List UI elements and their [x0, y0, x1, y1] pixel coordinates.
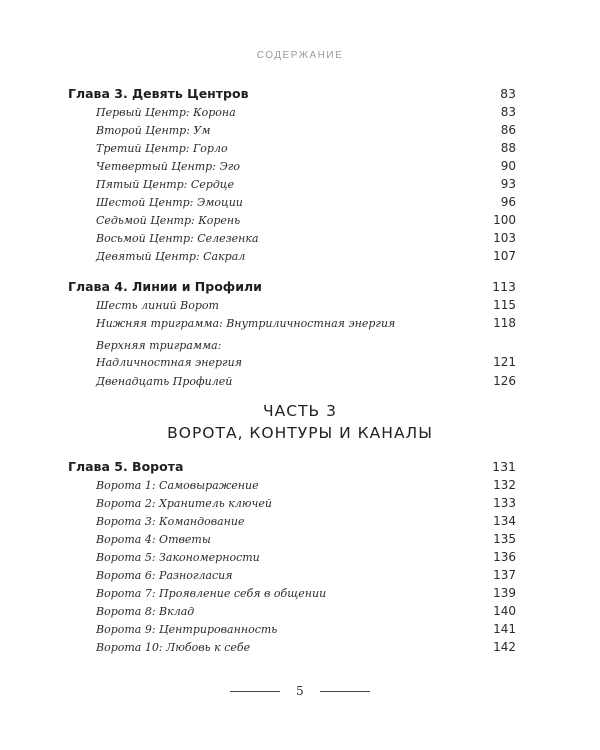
entry-page-number: 93: [500, 177, 516, 191]
entry-label: Ворота 6: Разногласия: [96, 569, 233, 582]
chapter-title: Глава 3. Девять Центров: [68, 86, 249, 101]
chapter-title: Глава 5. Ворота: [68, 459, 184, 474]
entry-page-number: 90: [500, 159, 516, 173]
page-footer: [0, 684, 600, 698]
entry-page-number: 136: [493, 550, 516, 564]
entry-label: Ворота 3: Командование: [96, 515, 245, 528]
footer-rule-left: [230, 691, 280, 692]
toc-entry[interactable]: [68, 604, 516, 622]
chapter-page-number: 113: [492, 279, 516, 294]
chapter-heading[interactable]: [68, 279, 516, 298]
entry-page-number: 96: [500, 195, 516, 209]
entry-page-number: 135: [493, 532, 516, 546]
part-title: ВОРОТА, КОНТУРЫ И КАНАЛЫ: [167, 424, 433, 442]
toc-entry[interactable]: [68, 622, 516, 640]
entry-page-number: 86: [500, 123, 516, 137]
entry-label: Ворота 10: Любовь к себе: [96, 641, 251, 654]
toc-entry[interactable]: [68, 316, 516, 334]
entry-page-number: 137: [493, 568, 516, 582]
entry-page-number: 115: [493, 298, 516, 312]
entry-page-number: 103: [493, 231, 516, 245]
entry-label: Двенадцать Профилей: [96, 375, 233, 388]
entry-label-line: Верхняя триграмма:: [96, 339, 222, 352]
part-heading: [0, 400, 600, 444]
entry-page-number: 83: [500, 105, 516, 119]
toc-entry[interactable]: [68, 177, 516, 195]
entry-page-number: 107: [493, 249, 516, 263]
chapter-3-section: [68, 86, 516, 267]
entry-page-number: 126: [493, 374, 516, 388]
chapter-page-number: 83: [500, 86, 516, 101]
entry-page-number: 139: [493, 586, 516, 600]
entry-label: Пятый Центр: Сердце: [96, 178, 234, 191]
entry-label: Девятый Центр: Сакрал: [96, 250, 246, 263]
toc-entry[interactable]: [68, 586, 516, 604]
toc-entry[interactable]: [68, 478, 516, 496]
entry-label: Четвертый Центр: Эго: [96, 160, 240, 173]
entry-page-number: 140: [493, 604, 516, 618]
toc-entry[interactable]: [68, 213, 516, 231]
chapter-4-section: [68, 279, 516, 392]
footer-rule-right: [320, 691, 370, 692]
part-number: ЧАСТЬ 3: [263, 402, 337, 420]
chapter-5-section: [68, 459, 516, 658]
entry-page-number: 121: [493, 355, 516, 369]
entry-label: Нижняя триграмма: Внутриличностная энергия: [96, 317, 396, 330]
entry-label: Третий Центр: Горло: [96, 142, 228, 155]
entry-label-line: Надличностная энергия: [96, 356, 242, 369]
entry-page-number: 141: [493, 622, 516, 636]
toc-entry[interactable]: [68, 514, 516, 532]
entry-label: Ворота 9: Центрированность: [96, 623, 278, 636]
toc-entry[interactable]: [68, 123, 516, 141]
entry-page-number: 88: [500, 141, 516, 155]
entry-label: Шесть линий Ворот: [96, 299, 219, 312]
entry-label: Ворота 4: Ответы: [96, 533, 211, 546]
entry-page-number: 142: [493, 640, 516, 654]
entry-label: Первый Центр: Корона: [96, 106, 236, 119]
toc-entry[interactable]: [68, 141, 516, 159]
entry-page-number: 100: [493, 213, 516, 227]
entry-page-number: 118: [493, 316, 516, 330]
chapter-heading[interactable]: [68, 86, 516, 105]
toc-entry[interactable]: [68, 249, 516, 267]
toc-entry[interactable]: [68, 337, 516, 371]
entry-label: Ворота 1: Самовыражение: [96, 479, 259, 492]
toc-entry[interactable]: [68, 195, 516, 213]
running-header: СОДЕРЖАНИЕ: [256, 50, 344, 61]
entry-label: Седьмой Центр: Корень: [96, 214, 241, 227]
toc-entry[interactable]: [68, 231, 516, 249]
entry-page-number: 134: [493, 514, 516, 528]
entry-label: Ворота 2: Хранитель ключей: [96, 497, 272, 510]
toc-entry[interactable]: [68, 105, 516, 123]
toc-entry[interactable]: [68, 159, 516, 177]
toc-entry[interactable]: [68, 496, 516, 514]
chapter-heading[interactable]: [68, 459, 516, 478]
toc-entry[interactable]: [68, 298, 516, 316]
entry-label: Шестой Центр: Эмоции: [96, 196, 243, 209]
toc-entry[interactable]: [68, 568, 516, 586]
entry-label: Ворота 8: Вклад: [96, 605, 195, 618]
page-number: 5: [296, 684, 304, 698]
chapter-title: Глава 4. Линии и Профили: [68, 279, 262, 294]
entry-label: Второй Центр: Ум: [96, 124, 211, 137]
entry-label: Восьмой Центр: Селезенка: [96, 232, 259, 245]
toc-entry[interactable]: [68, 374, 516, 392]
toc-entry[interactable]: [68, 640, 516, 658]
toc-entry[interactable]: [68, 550, 516, 568]
entry-page-number: 133: [493, 496, 516, 510]
toc-entry[interactable]: [68, 532, 516, 550]
chapter-page-number: 131: [492, 459, 516, 474]
entry-label: Ворота 5: Закономерности: [96, 551, 260, 564]
entry-label: Ворота 7: Проявление себя в общении: [96, 587, 327, 600]
entry-label: [96, 337, 242, 371]
entry-page-number: 132: [493, 478, 516, 492]
